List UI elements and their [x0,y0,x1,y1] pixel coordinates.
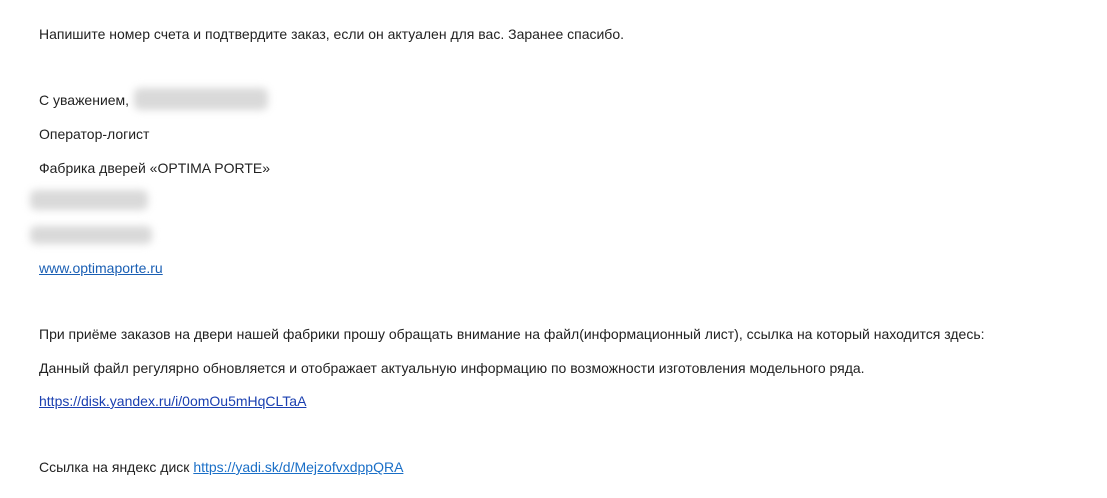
website-link[interactable]: www.optimaporte.ru [39,260,163,276]
yadi-link[interactable]: https://yadi.sk/d/MejzofvxdppQRA [193,459,404,475]
yadi-line [39,458,403,476]
intro-text: Напишите номер счета и подтвердите заказ, если он актуален для вас. Заранее спасибо. [39,26,624,42]
disk-yandex-link[interactable]: https://disk.yandex.ru/i/0omOu5mHqCLTaA [39,393,307,409]
redacted-email [30,226,152,244]
notice-line-2: Данный файл регулярно обновляется и отображает актуальную информацию по возможности изготовления модельного ряда. [39,360,865,376]
signature-company: Фабрика дверей «OPTIMA PORTE» [39,160,271,176]
signature-position: Оператор-логист [39,126,150,142]
signature-greeting: С уважением, [39,92,130,108]
redacted-phone [30,190,148,210]
redacted-name [134,88,268,110]
yadi-prefix: Ссылка на яндекс диск [39,459,190,475]
notice-line-1: При приёме заказов на двери нашей фабрики прошу обращать внимание на файл(информационный лист), ссылка на который находится здесь: [39,326,985,342]
